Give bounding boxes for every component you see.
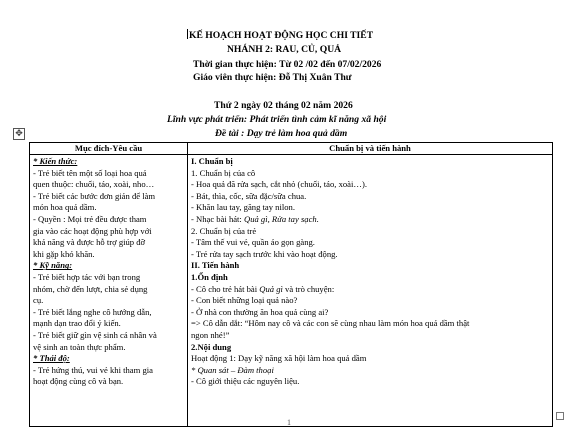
text-line: ngon nhé!”	[191, 329, 230, 340]
text-cursor	[187, 29, 188, 39]
section-procedure: II. Tiến hành	[191, 260, 240, 271]
text-line: khi gặp khó khăn.	[33, 248, 95, 259]
text-line: - Trẻ rửa tay sạch trước khi vào hoạt động.	[191, 248, 338, 259]
table-row	[30, 155, 553, 427]
observe-line: * Quan sát – Đàm thoại	[191, 364, 274, 375]
text-line: khả năng và được hỗ trợ giúp đỡ	[33, 237, 146, 248]
text-line: mạnh dạn trao đổi ý kiến.	[33, 318, 121, 329]
text-line: - Trẻ hứng thú, vui vẻ khi tham gia	[33, 364, 153, 375]
topic-line: Đề tài : Dạy trẻ làm hoa quả dầm	[215, 128, 348, 139]
text-line: món hoa quả dầm.	[33, 202, 97, 213]
text-line: hoạt động cùng cô và bạn.	[33, 376, 124, 387]
text-line: nhóm, chờ đến lượt, chia sẻ dụng	[33, 283, 148, 294]
music-prefix: - Nhạc bài hát:	[191, 213, 244, 224]
sing-song: Quả gì	[259, 283, 283, 294]
activity-line: Hoạt động 1: Dạy kỹ năng xã hội làm hoa quả dầm	[191, 353, 367, 364]
sing-line	[191, 284, 549, 296]
text-line: - Trẻ biết các bước đơn giản để làm	[33, 190, 156, 201]
objectives-cell[interactable]	[30, 155, 188, 427]
branch-heading: NHÁNH 2: RAU, CỦ, QUẢ	[227, 44, 342, 55]
table-move-handle-icon[interactable]: ✥	[13, 128, 25, 140]
text-line: cụ.	[33, 295, 44, 306]
col-header-left: Mục đích-Yêu cầu	[30, 143, 188, 155]
text-line: vệ sinh an toàn thực phẩm.	[33, 341, 126, 352]
text-line: - Tâm thế vui vẻ, quần áo gọn gàng.	[191, 237, 315, 248]
knowledge-heading: * Kiến thức:	[33, 156, 78, 166]
field-line: Lĩnh vực phát triển: Phát triển tình cảm kĩ năng xã hội	[167, 114, 387, 125]
subsection-content: 2.Nội dung	[191, 341, 232, 352]
attitude-heading: * Thái độ:	[33, 353, 70, 364]
text-line: - Trẻ biết lắng nghe cô hướng dẫn,	[33, 306, 152, 317]
text-line: => Cô dẫn dắt: “Hôm nay cô và các con sẽ cùng nhau làm món hoa quả dầm thật	[191, 318, 470, 329]
col-header-right: Chuẩn bị và tiến hành	[188, 143, 553, 155]
music-line	[191, 214, 549, 226]
music-songs: Quả gì, Rửa tay sạch.	[243, 213, 319, 224]
lesson-plan-table	[29, 142, 553, 427]
intro-line: - Cô giới thiệu các nguyên liệu.	[191, 376, 300, 387]
subsection-teacher-prep: 1. Chuẩn bị của cô	[191, 167, 256, 178]
table-header-row	[30, 143, 553, 155]
text-line: quen thuộc: chuối, táo, xoài, nho…	[33, 179, 155, 190]
text-line: - Quyền : Mọi trẻ đều được tham	[33, 213, 147, 224]
sing-suffix: và trò chuyện:	[282, 283, 335, 294]
skill-heading: * Kỹ năng:	[33, 260, 73, 271]
section-prepare: I. Chuẩn bị	[191, 156, 233, 166]
text-line: - Khăn lau tay, găng tay nilon.	[191, 202, 295, 213]
doc-title: KẾ HOẠCH HOẠT ĐỘNG HỌC CHI TIẾT	[189, 30, 374, 41]
date-line: Thứ 2 ngày 02 tháng 02 năm 2026	[214, 100, 353, 111]
text-line: - Trẻ biết hợp tác với bạn trong	[33, 271, 141, 282]
time-line: Thời gian thực hiện: Từ 02 /02 đến 07/02/2026	[193, 59, 382, 70]
page-number: 1	[287, 418, 291, 427]
procedure-cell[interactable]	[188, 155, 553, 427]
text-line: - Trẻ biết tên một số loại hoa quả	[33, 167, 147, 178]
subsection-settle: 1.Ổn định	[191, 271, 228, 282]
text-line: - Hoa quả đã rửa sạch, cắt nhỏ (chuối, táo, xoài…).	[191, 179, 367, 190]
text-line: gia vào các hoạt động phù hợp với	[33, 225, 152, 236]
table-resize-handle[interactable]	[556, 412, 564, 420]
text-line: - Trẻ biết giữ gìn vệ sinh cá nhân và	[33, 329, 157, 340]
sing-prefix: - Cô cho trẻ hát bài	[191, 283, 260, 294]
teacher-line: Giáo viên thực hiện: Đỗ Thị Xuân Thư	[193, 72, 352, 83]
text-line: - Con biết những loại quả nào?	[191, 295, 298, 306]
text-line: - Ở nhà con thường ăn hoa quả cùng ai?	[191, 306, 329, 317]
text-line: - Bát, thìa, cốc, sữa đặc/sữa chua.	[191, 190, 307, 201]
subsection-child-prep: 2. Chuẩn bị của trẻ	[191, 225, 257, 236]
